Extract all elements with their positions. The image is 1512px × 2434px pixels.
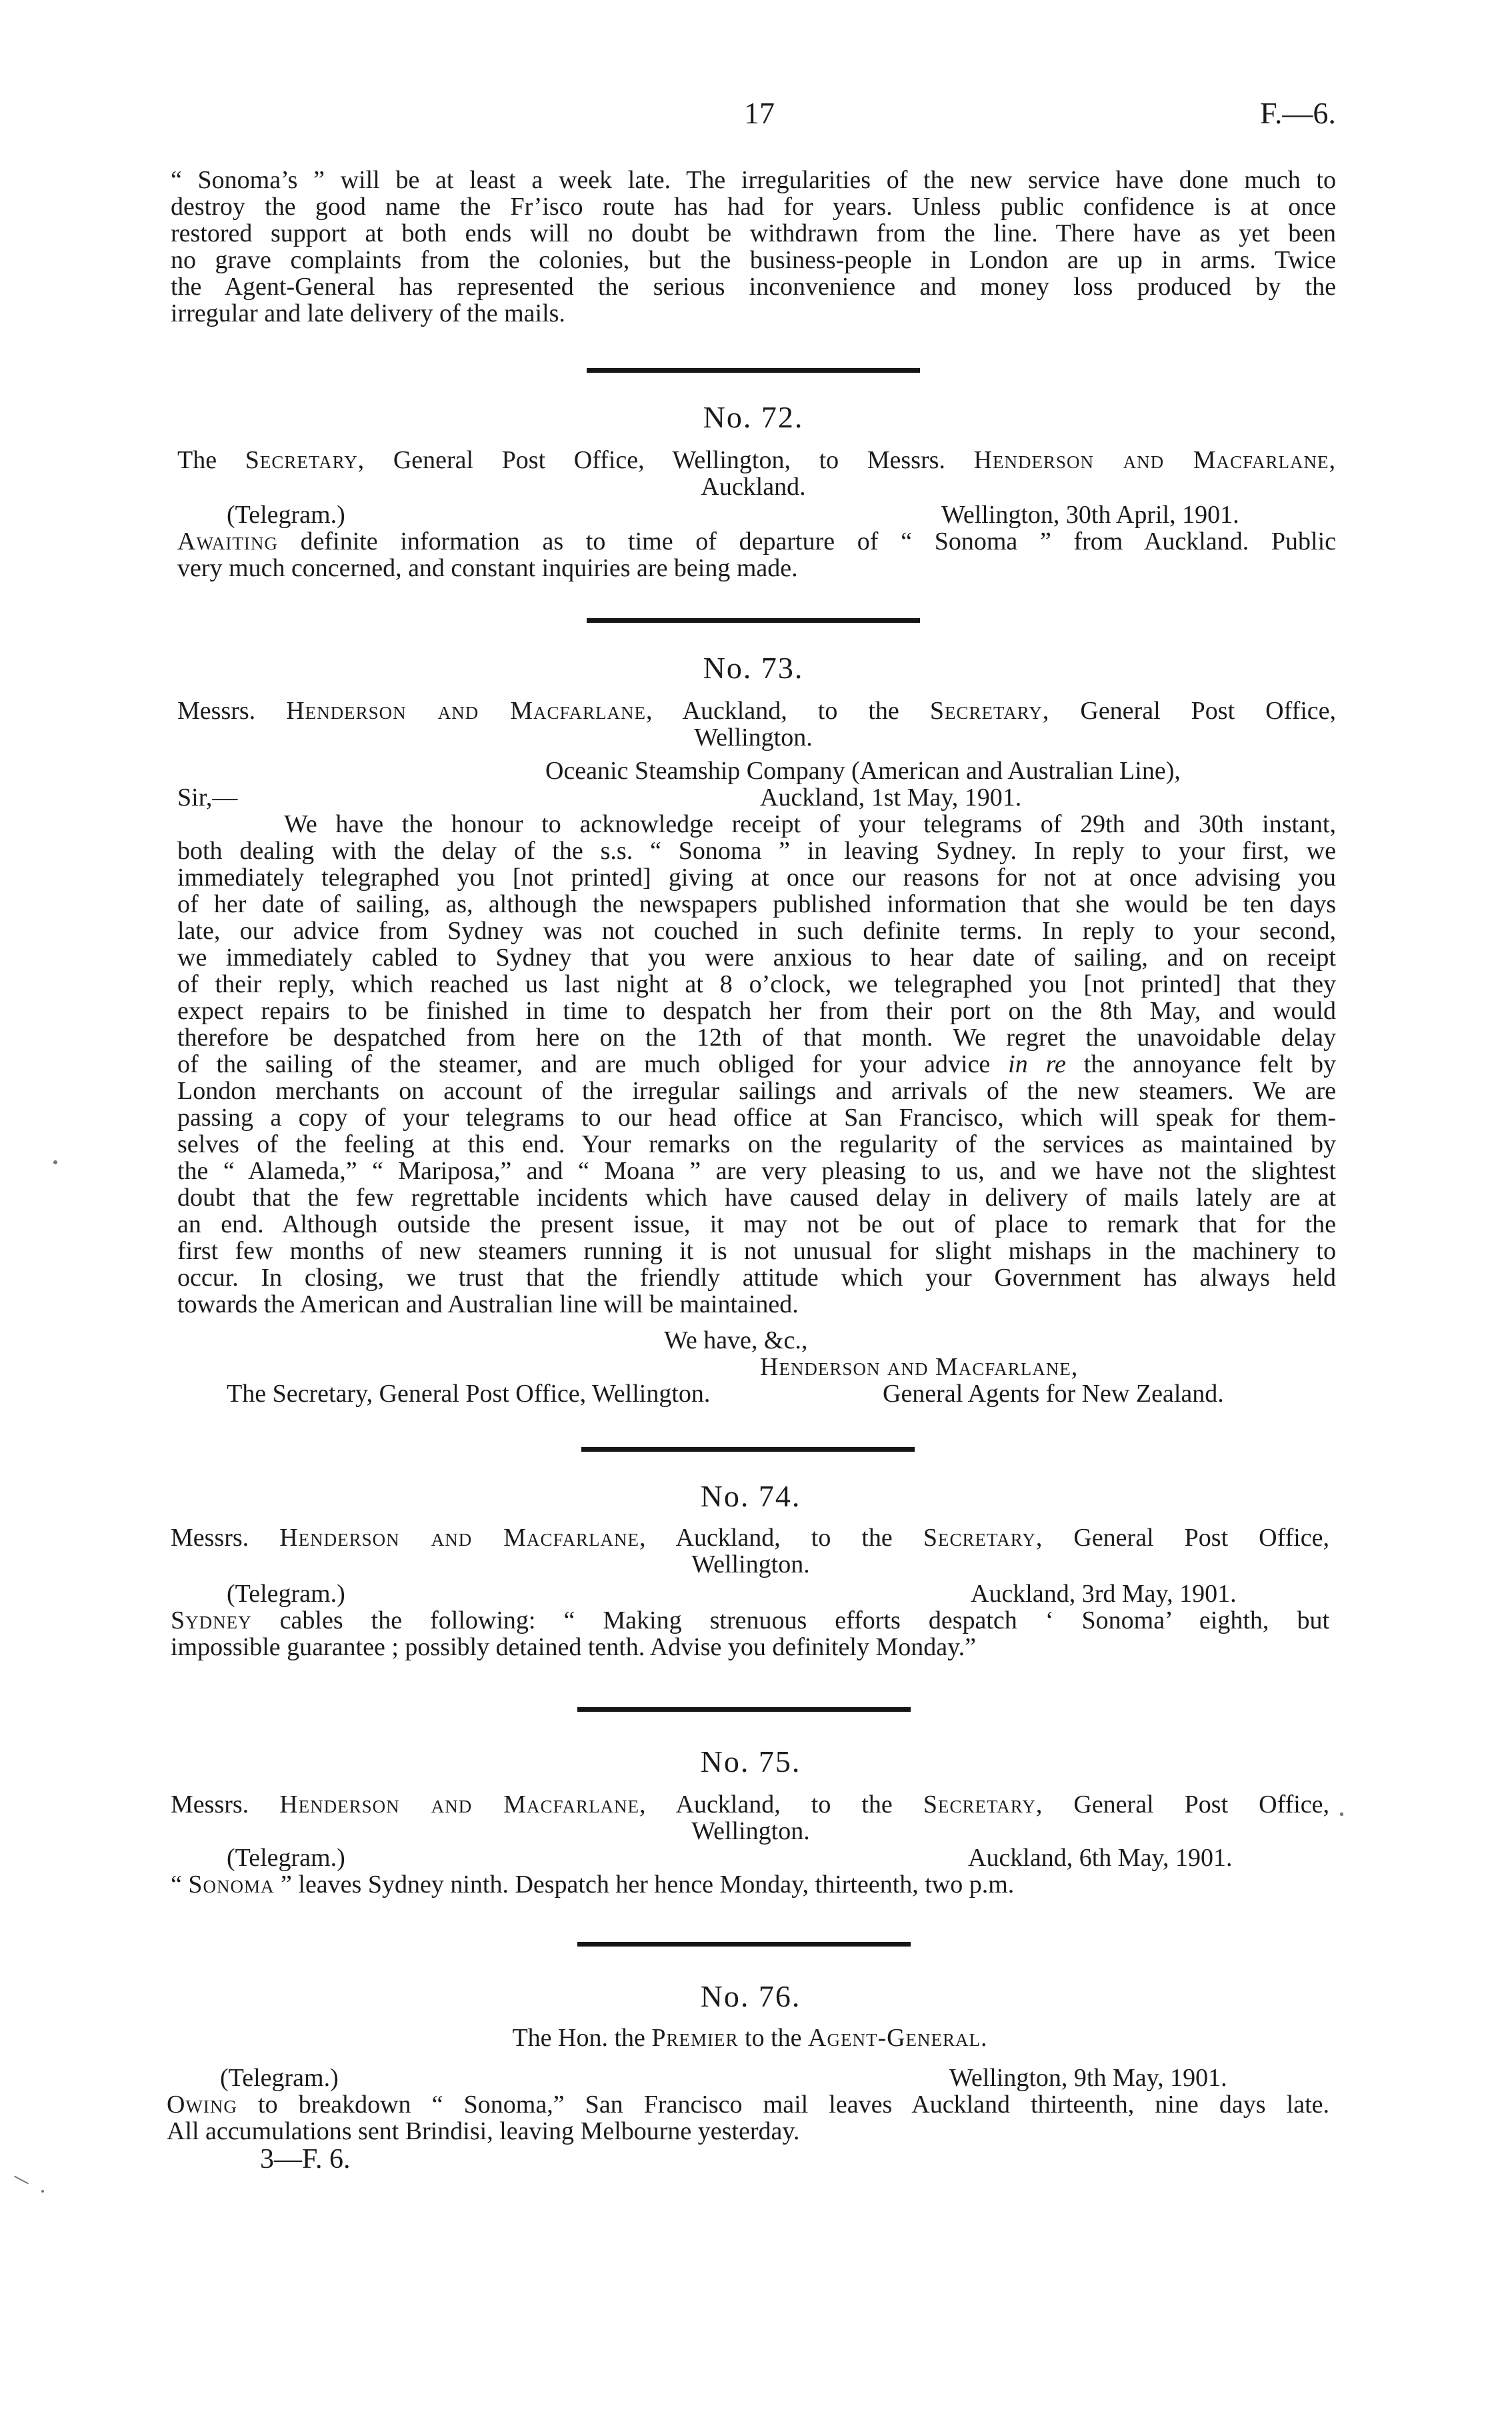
letter-number-72: No. 72.	[703, 400, 804, 434]
text-line: immediately telegraphed you [not printed] giving at once our reasons for not at once advising you	[177, 864, 1336, 892]
text-line: both dealing with the delay of the s.s. “ Sonoma ” in leaving Sydney. In reply to your first, we	[177, 837, 1336, 865]
scan-speck	[14, 2175, 29, 2184]
section-divider	[577, 1942, 911, 1947]
signature-mark: 3—F. 6.	[260, 2144, 351, 2175]
text-line: of the sailing of the steamer, and are much obliged for your advice in re the annoyance felt by	[177, 1050, 1336, 1078]
place-date: Wellington, 9th May, 1901.	[949, 2064, 1227, 2092]
telegram-body-last: All accumulations sent Brindisi, leaving Melbourne yesterday.	[167, 2117, 800, 2145]
place-date: Wellington, 30th April, 1901.	[941, 501, 1239, 529]
signer: Henderson and Macfarlane,	[760, 1353, 1079, 1381]
telegram-body-line: Sydney cables the following: “ Making strenuous efforts despatch ‘ Sonoma’ eighth, but	[171, 1606, 1330, 1634]
letter-number-76: No. 76.	[700, 1979, 801, 2013]
text-line: an end. Although outside the present issue, it may not be out of place to remark that for the	[177, 1210, 1336, 1238]
telegram-body-last: very much concerned, and constant inquiries are being made.	[177, 554, 798, 582]
address-line: The Secretary, General Post Office, Wellington, to Messrs. Henderson and Macfarlane,	[177, 446, 1337, 474]
page-number: 17	[744, 96, 775, 130]
letter-number-75: No. 75.	[700, 1744, 801, 1778]
text-line: of her date of sailing, as, although the newspapers published information that she would be ten days	[177, 890, 1336, 918]
telegram-label: (Telegram.)	[227, 1580, 345, 1608]
address-line: Messrs. Henderson and Macfarlane, Auckland, to the Secretary, General Post Office,	[171, 1524, 1330, 1552]
text-line: the “ Alameda,” “ Mariposa,” and “ Moana ” are very pleasing to us, and we have not the slightest	[177, 1157, 1336, 1185]
telegram-body-line: Owing to breakdown “ Sonoma,” San Francisco mail leaves Auckland thirteenth, nine days late.	[167, 2091, 1330, 2119]
section-divider	[581, 1447, 915, 1452]
scan-speck	[53, 1160, 57, 1164]
text-line: selves of the feeling at this end. Your remarks on the regularity of the services as maintained by	[177, 1130, 1336, 1158]
text-line: doubt that the few regrettable incidents which have caused delay in delivery of mails lately are at	[177, 1184, 1336, 1212]
address-line-2: Wellington.	[694, 724, 813, 752]
letter-body	[177, 811, 1336, 1318]
signer-title: General Agents for New Zealand.	[883, 1380, 1224, 1408]
scan-speck	[1340, 1812, 1343, 1816]
text-line: destroy the good name the Fr’isco route has had for years. Unless public confidence is at once	[171, 193, 1336, 221]
telegram-body-last: impossible guarantee ; possibly detained tenth. Advise you definitely Monday.”	[171, 1633, 977, 1661]
telegram-body-line: “ Sonoma ” leaves Sydney ninth. Despatch her hence Monday, thirteenth, two p.m.	[171, 1871, 1015, 1899]
text-line: the Agent-General has represented the serious inconvenience and money loss produced by the	[171, 273, 1336, 301]
address-line-2: Auckland.	[701, 473, 806, 501]
place-date: Auckland, 6th May, 1901.	[968, 1844, 1233, 1872]
text-line: towards the American and Australian line will be maintained.	[177, 1290, 799, 1318]
address-line: The Hon. the Premier to the Agent-General.	[512, 2024, 988, 2052]
section-divider	[587, 368, 920, 373]
text-line: of their reply, which reached us last night at 8 o’clock, we telegraphed you [not printed] that they	[177, 970, 1336, 998]
address-line-2: Wellington.	[691, 1550, 810, 1578]
document-reference: F.—6.	[1260, 96, 1336, 130]
telegram-label: (Telegram.)	[220, 2064, 339, 2092]
address-line: Messrs. Henderson and Macfarlane, Auckland, to the Secretary, General Post Office,	[171, 1790, 1330, 1818]
text-line: We have the honour to acknowledge receipt of your telegrams of 29th and 30th instant,	[284, 810, 1336, 838]
telegram-label: (Telegram.)	[227, 1844, 345, 1872]
text-line: we immediately cabled to Sydney that you were anxious to hear date of sailing, and on receipt	[177, 944, 1336, 972]
text-line: passing a copy of your telegrams to our head office at San Francisco, which will speak for them-	[177, 1104, 1336, 1132]
letter-number-74: No. 74.	[700, 1479, 801, 1513]
scan-speck	[41, 2190, 44, 2193]
text-line: London merchants on account of the irregular sailings and arrivals of the new steamers. We are	[177, 1077, 1336, 1105]
text-line: no grave complaints from the colonies, but the business-people in London are up in arms. Twice	[171, 246, 1336, 274]
text-line: restored support at both ends will no doubt be withdrawn from the line. There have as yet been	[171, 219, 1336, 247]
salutation: Sir,—	[177, 784, 238, 812]
address-line: Messrs. Henderson and Macfarlane, Auckland, to the Secretary, General Post Office,	[177, 697, 1337, 725]
telegram-body-line: Awaiting definite information as to time of departure of “ Sonoma ” from Auckland. Public	[177, 527, 1337, 555]
text-line: therefore be despatched from here on the 12th of that month. We regret the unavoidable delay	[177, 1024, 1336, 1052]
company-line: Oceanic Steamship Company (American and Australian Line),	[545, 757, 1181, 785]
text-line: first few months of new steamers running it is not unusual for slight mishaps in the machinery to	[177, 1237, 1336, 1265]
telegram-label: (Telegram.)	[227, 501, 345, 529]
letter-number-73: No. 73.	[703, 651, 804, 685]
section-divider	[587, 618, 920, 623]
text-line: late, our advice from Sydney was not couched in such definite terms. In reply to your second,	[177, 917, 1336, 945]
place-date: Auckland, 3rd May, 1901.	[971, 1580, 1237, 1608]
section-divider	[577, 1707, 911, 1712]
closing: We have, &c.,	[664, 1326, 808, 1354]
text-line: occur. In closing, we trust that the friendly attitude which your Government has always held	[177, 1264, 1336, 1292]
continuation-paragraph	[171, 167, 1336, 327]
place-date: Auckland, 1st May, 1901.	[760, 784, 1022, 812]
recipient: The Secretary, General Post Office, Wellington.	[227, 1380, 711, 1408]
text-line: “ Sonoma’s ” will be at least a week late. The irregularities of the new service have done much to	[171, 166, 1336, 194]
text-line: irregular and late delivery of the mails.	[171, 299, 565, 327]
address-line-2: Wellington.	[691, 1817, 810, 1845]
text-line: expect repairs to be finished in time to despatch her from their port on the 8th May, and would	[177, 997, 1336, 1025]
